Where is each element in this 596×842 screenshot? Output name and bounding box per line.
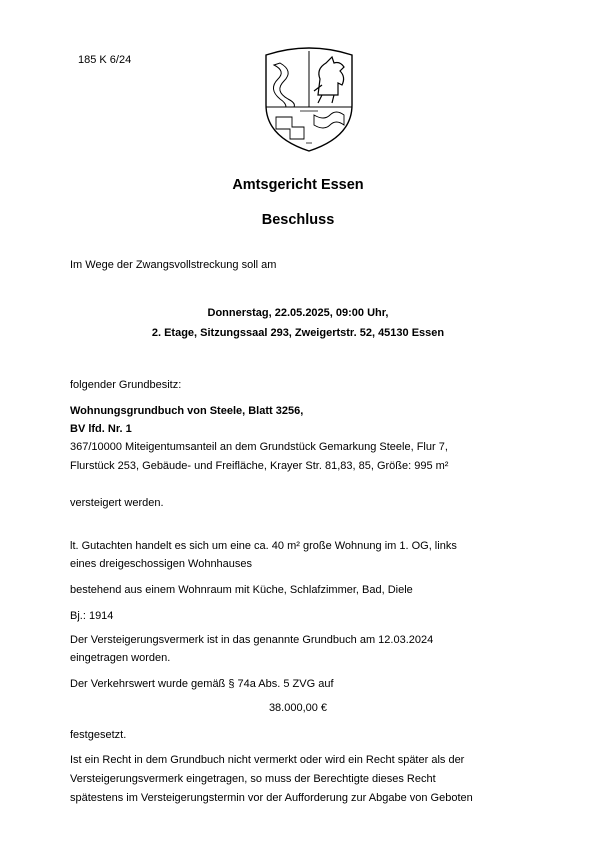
- page-title: Beschluss: [261, 212, 335, 228]
- file-number: 185 K 6/24: [78, 54, 132, 66]
- property-bv: BV lfd. Nr. 1: [70, 423, 132, 435]
- market-value: 38.000,00 €: [268, 702, 328, 714]
- appraisal-line: lt. Gutachten handelt es sich um eine ca. 40 m² große Wohnung im 1. OG, links: [70, 540, 457, 552]
- property-intro: folgender Grundbesitz:: [70, 379, 182, 391]
- auction-date: Donnerstag, 22.05.2025, 09:00 Uhr,: [207, 307, 389, 319]
- property-description-line: 367/10000 Miteigentumsanteil an dem Grundstück Gemarkung Steele, Flur 7,: [70, 441, 448, 453]
- registration-line: eingetragen worden.: [70, 652, 171, 664]
- fixed-text: festgesetzt.: [70, 729, 127, 741]
- rights-line: spätestens im Versteigerungstermin vor der Aufforderung zur Abgabe von Geboten: [70, 792, 473, 804]
- coat-of-arms-icon: [260, 45, 358, 155]
- auction-location: 2. Etage, Sitzungssaal 293, Zweigertstr. 52, 45130 Essen: [151, 327, 445, 339]
- value-intro: Der Verkehrswert wurde gemäß § 74a Abs. 5 ZVG auf: [70, 678, 334, 690]
- built-year: Bj.: 1914: [70, 610, 114, 622]
- rights-line: Ist ein Recht in dem Grundbuch nicht vermerkt oder wird ein Recht später als der: [70, 754, 465, 766]
- court-name: Amtsgericht Essen: [232, 177, 364, 193]
- rooms-text: bestehend aus einem Wohnraum mit Küche, Schlafzimmer, Bad, Diele: [70, 584, 413, 596]
- auctioned-text: versteigert werden.: [70, 497, 164, 509]
- intro-text: Im Wege der Zwangsvollstreckung soll am: [70, 259, 277, 271]
- appraisal-line: eines dreigeschossigen Wohnhauses: [70, 558, 253, 570]
- registration-line: Der Versteigerungsvermerk ist in das genannte Grundbuch am 12.03.2024: [70, 634, 434, 646]
- property-title: Wohnungsgrundbuch von Steele, Blatt 3256,: [70, 405, 304, 417]
- rights-line: Versteigerungsvermerk eingetragen, so muss der Berechtigte dieses Recht: [70, 773, 436, 785]
- property-description-line: Flurstück 253, Gebäude- und Freifläche, Krayer Str. 81,83, 85, Größe: 995 m²: [70, 460, 449, 472]
